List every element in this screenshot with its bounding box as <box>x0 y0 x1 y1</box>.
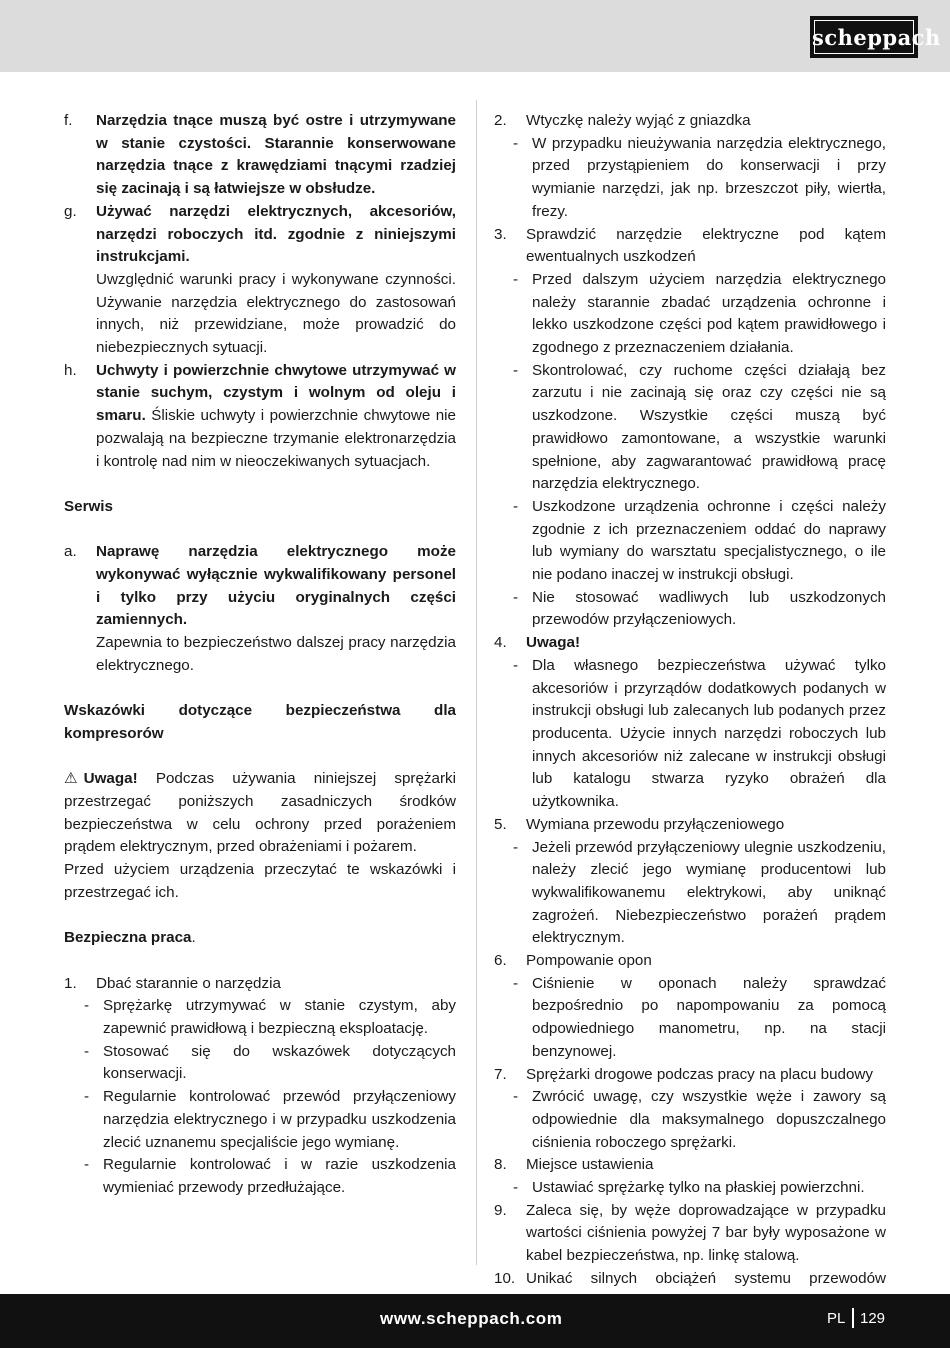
bullet-item: - Ciśnienie w oponach należy sprawdzać bezpośrednio po napompowaniu za pomocą odpowiedniego manometru, np. na stacji benzynowej. <box>494 973 886 1064</box>
section-heading: Wskazówki dotyczące bezpieczeństwa dla kompresorów <box>64 702 456 742</box>
list-item: h. Uchwyty i powierzchnie chwytowe utrzymywać w stanie suchym, czystym i wolnym od oleju i smaru. Śliskie uchwyty i powierzchnie chwytowe nie pozwalają na bezpieczne trzymanie elektronarzędzia i kontrolę nad nim w nieoczekiwanych sytuacjach. <box>64 361 456 470</box>
page-number: 129 <box>860 1310 886 1327</box>
left-column <box>64 110 456 1200</box>
bullet-item: - Regularnie kontrolować i w razie uszkodzenia wymieniać przewody przedłużające. <box>64 1154 456 1199</box>
website-url[interactable]: www.scheppach.com <box>380 1309 563 1328</box>
dash-marker: - <box>513 1088 519 1106</box>
bullet-item: - Uszkodzone urządzenia ochronne i części należy zgodnie z ich przeznaczeniem oddać do naprawy lub wymiany do warsztatu specjalistycznego, o ile nie podano inaczej w instrukcji obsługi. <box>494 496 886 587</box>
dash-marker: - <box>513 361 519 379</box>
dash-marker: - <box>84 1088 90 1106</box>
list-item: 3. Sprawdzić narzędzie elektryczne pod kątem ewentualnych uszkodzeń <box>494 225 886 266</box>
paragraph: Przed użyciem urządzenia przeczytać te wskazówki i przestrzegać ich. <box>64 861 456 901</box>
right-column <box>494 110 886 1336</box>
list-item: 1. Dbać starannie o narzędzia <box>64 974 281 992</box>
warning-paragraph: ⚠ Uwaga! Podczas używania niniejszej sprężarki przestrzegać poniższych zasadniczych środków bezpieczeństwa w celu ochrony przed porażeniem prądem elektrycznym, przed obrażeniami i pożarem. <box>64 770 456 856</box>
list-item: 2. Wtyczkę należy wyjąć z gniazdka <box>494 112 751 129</box>
dash-marker: - <box>513 134 519 152</box>
bullet-item: - Ustawiać sprężarkę tylko na płaskiej powierzchni. <box>494 1177 886 1200</box>
bullet-item: - Nie stosować wadliwych lub uszkodzonych przewodów przyłączeniowych. <box>494 587 886 632</box>
dash-marker: - <box>513 656 519 674</box>
bullet-item: - W przypadku nieużywania narzędzia elektrycznego, przed przystąpieniem do konserwacji i przy wymianie narzędzi, jak np. brzeszczot piły, wiertła, frezy. <box>494 133 886 224</box>
list-item: 6. Pompowanie opon <box>494 952 652 970</box>
list-item: g. Używać narzędzi elektrycznych, akcesoriów, narzędzi roboczych itd. zgodnie z niniejszymi instrukcjami. <box>64 202 456 266</box>
list-item: 4. Uwaga! <box>494 634 581 652</box>
paragraph: Uwzględnić warunki pracy i wykonywane czynności. Używanie narzędzia elektrycznego do zastosowań innych, niż przewidziane, może prowadzić do niebezpiecznych sytuacji. <box>96 270 456 357</box>
list-item: f. Narzędzia tnące muszą być ostre i utrzymywane w stanie czystości. Starannie konserwowane narzędzia tnące z krawędziami tnącymi rzadziej się zacinają i są łatwiejsze w obsłudze. <box>64 112 456 198</box>
dash-marker: - <box>513 497 519 515</box>
list-item: 8. Miejsce ustawienia <box>494 1156 654 1174</box>
bullet-item: - Dla własnego bezpieczeństwa używać tylko akcesoriów i przyrządów dodatkowych podanych w instrukcji obsługi lub zalecanych lub podanych przez producenta. Użycie innych narzędzi roboczych lub innych akcesoriów niż zalecane w instrukcji obsługi lub katalogu stwarza ryzyko obrażeń dla użytkownika. <box>494 655 886 814</box>
column-divider <box>476 100 477 1265</box>
page-header <box>0 0 950 72</box>
section-heading: Bezpieczna praca. <box>64 929 196 947</box>
list-item: 5. Wymiana przewodu przyłączeniowego <box>494 815 785 833</box>
brand-logo: scheppach <box>810 16 918 58</box>
bullet-item: - Sprężarkę utrzymywać w stanie czystym, aby zapewnić prawidłową i bezpieczną eksploatację. <box>64 995 456 1040</box>
dash-marker: - <box>84 1042 90 1060</box>
list-item: 7. Sprężarki drogowe podczas pracy na placu budowy <box>494 1065 873 1083</box>
bullet-item: - Skontrolować, czy ruchome części działają bez zarzutu i nie zacinają się oraz czy części nie są uszkodzone. Wszystkie części muszą być prawidłowo zamontowane, a wszystkie warunki spełnione, aby zagwarantować prawidłową pracę narzędzia elektrycznego. <box>494 360 886 496</box>
footer-separator <box>852 1308 854 1328</box>
section-heading: Serwis <box>64 497 113 515</box>
warning-icon: ⚠ <box>64 770 78 788</box>
dash-marker: - <box>513 270 519 288</box>
list-item: a. Naprawę narzędzia elektrycznego może wykonywać wyłącznie wykwalifikowany personel i tylko przy użyciu oryginalnych części zamiennych. <box>64 543 456 629</box>
bullet-item: - Stosować się do wskazówek dotyczących konserwacji. <box>64 1041 456 1086</box>
bullet-item: - Regularnie kontrolować przewód przyłączeniowy narzędzia elektrycznego i w przypadku uszkodzenia zlecić uznanemu specjaliście jego wymianę. <box>64 1086 456 1154</box>
dash-marker: - <box>513 838 519 856</box>
bullet-item: - Zwrócić uwagę, czy wszystkie węże i zawory są odpowiednie dla maksymalnego dopuszczalnego ciśnienia roboczego sprężarki. <box>494 1086 886 1154</box>
language-code: PL <box>827 1310 846 1327</box>
dash-marker: - <box>84 1156 90 1174</box>
list-item: 10. Unikać silnych obciążeń systemu przewodów <box>494 1269 886 1287</box>
page-footer <box>0 1294 950 1348</box>
dash-marker: - <box>513 588 519 606</box>
dash-marker: - <box>513 974 519 992</box>
dash-marker: - <box>84 997 90 1015</box>
bullet-item: - Przed dalszym użyciem narzędzia elektrycznego należy starannie zbadać urządzenia ochronne i lekko uszkodzone części pod kątem prawidłowego i zgodnego z przeznaczeniem działania. <box>494 269 886 360</box>
dash-marker: - <box>513 1179 519 1197</box>
list-item: 9. Zaleca się, by węże doprowadzające w przypadku wartości ciśnienia powyżej 7 bar były wyposażone w kabel bezpieczeństwa, np. linkę stalową. <box>494 1201 886 1265</box>
bullet-item: - Jeżeli przewód przyłączeniowy ulegnie uszkodzeniu, należy zlecić jego wymianę producentowi lub wykwalifikowanemu elektrykowi, aby uniknąć zagrożeń. Niebezpieczeństwo porażeń prądem elektrycznym. <box>494 837 886 951</box>
paragraph: Zapewnia to bezpieczeństwo dalszej pracy narzędzia elektrycznego. <box>96 634 456 674</box>
